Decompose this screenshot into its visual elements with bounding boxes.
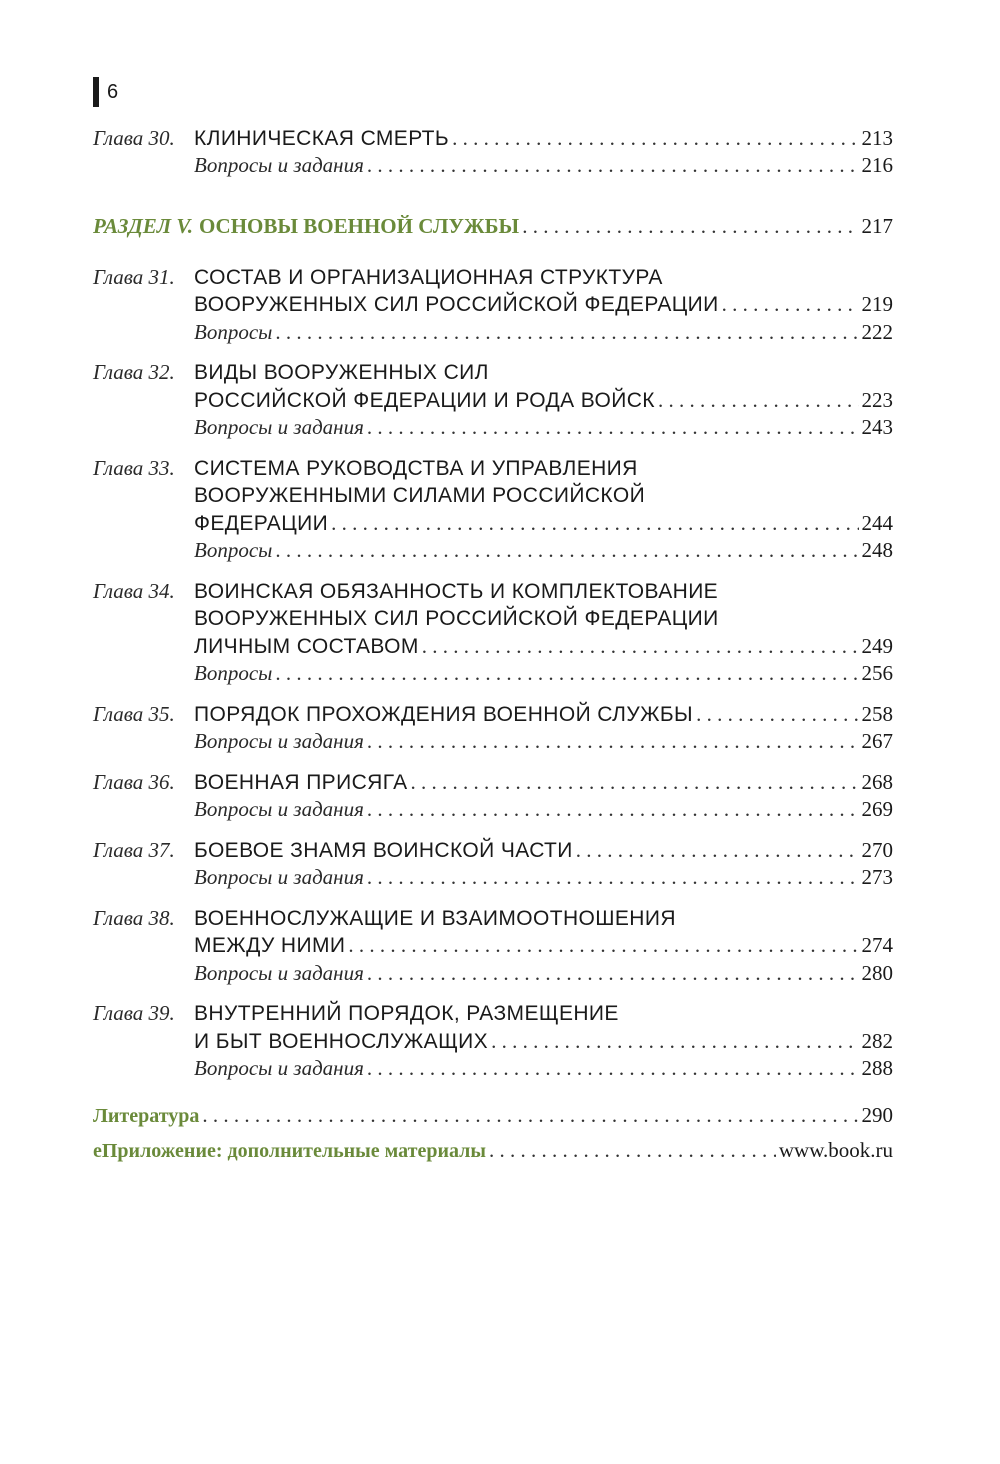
page-ref: 244 <box>861 510 893 535</box>
questions-label: Вопросы и задания <box>194 797 364 821</box>
chapter-title-line2: ВООРУЖЕННЫМИ СИЛАМИ РОССИЙСКОЙ <box>194 484 646 507</box>
toc-entry-ch34[interactable] <box>93 576 893 686</box>
dot-leader <box>696 702 858 727</box>
dot-leader <box>576 838 859 863</box>
dot-leader <box>348 933 858 958</box>
toc-subline[interactable] <box>93 958 893 986</box>
dot-leader <box>331 511 858 536</box>
page-ref: 270 <box>861 837 893 862</box>
page-ref: 274 <box>861 933 893 957</box>
dot-leader <box>367 415 859 440</box>
questions-label: Вопросы и задания <box>194 153 364 177</box>
toc-entry-ch38[interactable] <box>93 903 893 986</box>
chapter-label: Глава 38. <box>93 905 175 930</box>
dot-leader <box>275 320 858 345</box>
toc-subline[interactable] <box>93 659 893 687</box>
chapter-label: Глава 39. <box>93 1001 175 1025</box>
dot-leader <box>491 1029 858 1054</box>
dot-leader <box>658 388 859 413</box>
page-ref: 213 <box>861 125 893 150</box>
chapter-label: Глава 32. <box>93 360 175 384</box>
dot-leader <box>522 214 858 239</box>
chapter-title-line3: ФЕДЕРАЦИИ <box>194 511 329 535</box>
section-label: РАЗДЕЛ V. <box>93 214 193 238</box>
page-ref: 282 <box>861 1028 893 1053</box>
page-ref: 267 <box>861 729 893 753</box>
dot-leader <box>202 1103 858 1128</box>
questions-label: Вопросы и задания <box>194 1056 364 1080</box>
chapter-title-line2: ВООРУЖЕННЫХ СИЛ РОССИЙСКОЙ ФЕДЕРАЦИИ <box>194 607 719 630</box>
questions-label: Вопросы <box>194 661 273 685</box>
dot-leader <box>422 634 859 659</box>
toc-subline[interactable] <box>93 1054 893 1082</box>
toc-line <box>93 123 893 151</box>
toc-entry-ch35[interactable] <box>93 699 893 754</box>
dot-leader <box>452 126 858 151</box>
section-title: ОСНОВЫ ВОЕННОЙ СЛУЖБЫ <box>198 214 520 238</box>
toc-entry-ch33[interactable] <box>93 453 893 563</box>
page-ref: 268 <box>861 769 893 794</box>
eappendix-title: еПриложение: дополнительные материалы <box>93 1140 486 1162</box>
chapter-label: Глава 34. <box>93 578 175 603</box>
toc-entry-ch30[interactable] <box>93 123 893 178</box>
chapter-title-line1: СИСТЕМА РУКОВОДСТВА И УПРАВЛЕНИЯ <box>194 456 638 480</box>
toc-subline[interactable] <box>93 413 893 441</box>
chapter-label: Глава 37. <box>93 837 175 862</box>
questions-label: Вопросы и задания <box>194 729 364 753</box>
table-of-contents <box>93 123 893 1176</box>
questions-label: Вопросы и задания <box>194 865 364 889</box>
chapter-label: Глава 36. <box>93 769 175 794</box>
header-bar <box>93 77 99 107</box>
chapter-title-line2: РОССИЙСКОЙ ФЕДЕРАЦИИ И РОДА ВОЙСК <box>194 388 655 412</box>
chapter-title-line2: ВООРУЖЕННЫХ СИЛ РОССИЙСКОЙ ФЕДЕРАЦИИ <box>194 293 719 316</box>
toc-entry-ch36[interactable] <box>93 767 893 822</box>
page-ref: 243 <box>861 415 893 439</box>
chapter-title-line2: МЕЖДУ НИМИ <box>194 934 346 957</box>
toc-subline[interactable] <box>93 795 893 823</box>
chapter-title: ВОЕННАЯ ПРИСЯГА <box>194 770 408 794</box>
page-ref: 288 <box>861 1056 893 1080</box>
chapter-title-line3: ЛИЧНЫМ СОСТАВОМ <box>194 634 419 658</box>
dot-leader <box>489 1138 776 1163</box>
chapter-title: ПОРЯДОК ПРОХОЖДЕНИЯ ВОЕННОЙ СЛУЖБЫ <box>194 702 694 726</box>
chapter-label: Глава 35. <box>93 701 175 726</box>
toc-entry-ch39[interactable] <box>93 999 893 1082</box>
questions-label: Вопросы <box>194 538 273 562</box>
page-ref: 290 <box>861 1102 893 1127</box>
toc-entry-eappendix[interactable] <box>93 1136 893 1164</box>
page-ref: 273 <box>861 865 893 889</box>
dot-leader <box>367 865 859 890</box>
page-number: 6 <box>107 80 119 103</box>
chapter-title: БОЕВОЕ ЗНАМЯ ВОИНСКОЙ ЧАСТИ <box>194 838 573 862</box>
questions-label: Вопросы <box>194 319 273 344</box>
dot-leader <box>367 153 859 178</box>
chapter-title-line1: ВОЕННОСЛУЖАЩИЕ И ВЗАИМООТНОШЕНИЯ <box>194 906 676 930</box>
page-ref: 223 <box>861 387 893 412</box>
dot-leader <box>275 538 858 563</box>
dot-leader <box>722 292 859 317</box>
dot-leader <box>411 770 859 795</box>
toc-entry-ch32[interactable] <box>93 358 893 441</box>
dot-leader <box>367 729 859 754</box>
toc-subline[interactable] <box>93 863 893 891</box>
page-ref: 248 <box>861 538 893 562</box>
chapter-title: КЛИНИЧЕСКАЯ СМЕРТЬ <box>194 126 450 150</box>
toc-entry-literature[interactable] <box>93 1100 893 1128</box>
page-ref: 222 <box>861 319 893 344</box>
page-ref: 216 <box>861 153 893 177</box>
chapter-title-line1: ВОИНСКАЯ ОБЯЗАННОСТЬ И КОМПЛЕКТОВАНИЕ <box>194 579 719 603</box>
page-ref: 217 <box>861 214 893 238</box>
toc-subline[interactable] <box>93 317 893 345</box>
toc-subline[interactable] <box>93 151 893 179</box>
chapter-title-line1: СОСТАВ И ОРГАНИЗАЦИОННАЯ СТРУКТУРА <box>194 265 663 289</box>
chapter-label: Глава 31. <box>93 264 175 289</box>
chapter-title-line1: ВНУТРЕННИЙ ПОРЯДОК, РАЗМЕЩЕНИЕ <box>194 1002 619 1025</box>
questions-label: Вопросы и задания <box>194 415 364 439</box>
dot-leader <box>367 961 859 986</box>
toc-subline[interactable] <box>93 727 893 755</box>
toc-entry-ch37[interactable] <box>93 835 893 890</box>
eappendix-link[interactable]: www.book.ru <box>778 1138 893 1162</box>
page-ref: 269 <box>861 797 893 821</box>
dot-leader <box>275 661 858 686</box>
section-line <box>93 209 893 239</box>
page-ref: 280 <box>861 960 893 985</box>
page-header <box>93 77 118 107</box>
dot-leader <box>367 1056 859 1081</box>
chapter-title-line2: И БЫТ ВОЕННОСЛУЖАЩИХ <box>194 1029 489 1053</box>
page-ref: 249 <box>861 633 893 658</box>
page-ref: 256 <box>861 661 893 685</box>
toc-entry-ch31[interactable] <box>93 262 893 345</box>
page-ref: 258 <box>861 701 893 726</box>
questions-label: Вопросы и задания <box>194 960 364 985</box>
toc-subline[interactable] <box>93 536 893 564</box>
chapter-label: Глава 33. <box>93 455 175 480</box>
page-ref: 219 <box>861 292 893 316</box>
dot-leader <box>367 797 859 822</box>
toc-entry-section-5[interactable] <box>93 209 893 239</box>
chapter-title-line1: ВИДЫ ВООРУЖЕННЫХ СИЛ <box>194 361 489 384</box>
chapter-label: Глава 30. <box>93 125 175 150</box>
literature-title: Литература <box>93 1104 200 1127</box>
